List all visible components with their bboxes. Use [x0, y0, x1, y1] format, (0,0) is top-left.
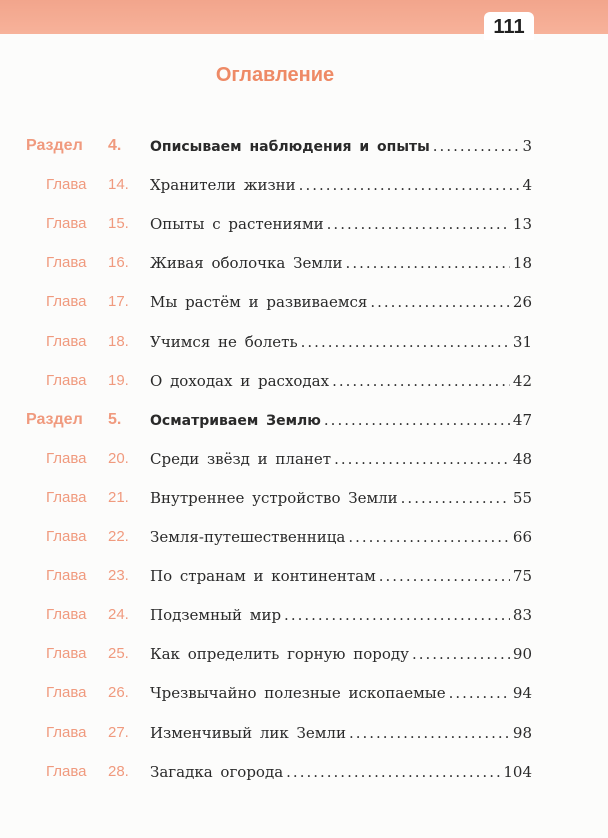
entry-kind: Глава	[46, 567, 87, 585]
entry-title: Описываем наблюдения и опыты	[150, 139, 430, 155]
toc-section-row	[0, 407, 608, 433]
entry-page: 75	[512, 567, 532, 586]
entry-number: 5.	[108, 410, 122, 428]
dot-leader	[332, 368, 510, 394]
dot-leader	[449, 680, 510, 706]
toc-chapter-row	[0, 172, 608, 198]
entry-title: Опыты с растениями	[150, 215, 324, 234]
entry-title: Хранители жизни	[150, 176, 296, 195]
toc-chapter-row	[0, 485, 608, 511]
dot-leader	[348, 524, 510, 550]
entry-title: Подземный мир	[150, 606, 282, 625]
dot-leader	[433, 133, 520, 159]
entry-kind: Глава	[46, 645, 87, 663]
entry-kind: Глава	[46, 606, 87, 624]
entry-number: 19.	[108, 371, 129, 389]
entry-number: 17.	[108, 293, 129, 311]
entry-number: 20.	[108, 449, 129, 467]
entry-title: По странам и континентам	[150, 567, 376, 586]
entry-number: 26.	[108, 684, 129, 702]
entry-page: 47	[512, 410, 532, 429]
entry-page: 94	[512, 684, 532, 703]
entry-number: 15.	[108, 215, 129, 233]
entry-leader	[150, 602, 532, 628]
entry-leader	[150, 368, 532, 394]
dot-leader	[379, 563, 510, 589]
entry-leader	[150, 211, 532, 237]
entry-kind: Глава	[46, 684, 87, 702]
entry-kind: Раздел	[26, 410, 83, 428]
entry-number: 22.	[108, 528, 129, 545]
entry-leader	[150, 250, 532, 276]
dot-leader	[286, 759, 500, 785]
entry-page: 66	[512, 528, 532, 546]
entry-kind: Глава	[46, 293, 87, 311]
entry-title: Среди звёзд и планет	[150, 449, 332, 468]
entry-kind: Глава	[46, 332, 87, 350]
toc-section-row	[0, 133, 608, 159]
toc-chapter-row	[0, 211, 608, 237]
entry-number: 21.	[108, 488, 129, 506]
dot-leader	[370, 289, 510, 315]
entry-title: Загадка огорода	[150, 762, 284, 781]
entry-page: 4	[522, 176, 532, 195]
toc-chapter-row	[0, 759, 608, 785]
toc-chapter-row	[0, 524, 608, 550]
dot-leader	[334, 446, 510, 472]
entry-page: 83	[512, 606, 532, 625]
page-title: Оглавление	[215, 64, 335, 86]
toc-chapter-row	[0, 289, 608, 315]
entry-page: 13	[512, 215, 532, 234]
entry-leader	[150, 720, 532, 746]
entry-title: Осматриваем Землю	[150, 412, 321, 429]
entry-page: 26	[512, 293, 532, 312]
entry-leader	[150, 329, 532, 355]
toc-chapter-row	[0, 329, 608, 355]
entry-kind: Раздел	[26, 137, 83, 154]
entry-kind: Глава	[46, 371, 87, 389]
entry-page: 42	[512, 371, 532, 390]
entry-leader	[150, 680, 532, 706]
toc-chapter-row	[0, 641, 608, 667]
entry-number: 28.	[108, 762, 129, 780]
toc-chapter-row	[0, 720, 608, 746]
entry-kind: Глава	[46, 528, 87, 545]
entry-number: 14.	[108, 176, 129, 194]
entry-page: 3	[522, 137, 532, 155]
entry-leader	[150, 524, 532, 550]
entry-leader	[150, 759, 532, 785]
dot-leader	[349, 720, 510, 746]
toc-chapter-row	[0, 368, 608, 394]
entry-leader	[150, 172, 532, 198]
page-number: 111	[484, 12, 534, 40]
dot-leader	[327, 211, 510, 237]
dot-leader	[324, 407, 510, 433]
entry-title: Живая оболочка Земли	[150, 254, 343, 273]
dot-leader	[284, 602, 510, 628]
entry-title: Земля-путешественница	[150, 528, 346, 546]
entry-leader	[150, 407, 532, 434]
entry-title: Внутреннее устройство Земли	[150, 488, 398, 507]
dot-leader	[346, 250, 510, 276]
entry-page: 18	[512, 254, 532, 273]
entry-page: 55	[512, 488, 532, 507]
toc-chapter-row	[0, 563, 608, 589]
entry-page: 31	[512, 332, 532, 351]
dot-leader	[401, 485, 510, 511]
entry-title: Изменчивый лик Земли	[150, 723, 346, 742]
entry-leader	[150, 446, 532, 472]
entry-title: Мы растём и развиваемся	[150, 293, 368, 312]
entry-number: 27.	[108, 723, 129, 741]
entry-leader	[150, 289, 532, 315]
dot-leader	[412, 641, 510, 667]
toc-chapter-row	[0, 446, 608, 472]
entry-page: 104	[503, 762, 532, 781]
entry-page: 90	[512, 645, 532, 664]
entry-number: 16.	[108, 254, 129, 272]
entry-number: 18.	[108, 332, 129, 350]
entry-kind: Глава	[46, 449, 87, 467]
entry-page: 48	[512, 449, 532, 468]
entry-number: 4.	[108, 137, 122, 154]
entry-leader	[150, 133, 532, 160]
entry-kind: Глава	[46, 176, 87, 194]
entry-title: Учимся не болеть	[150, 332, 298, 351]
entry-page: 98	[512, 723, 532, 742]
entry-kind: Глава	[46, 723, 87, 741]
toc-chapter-row	[0, 602, 608, 628]
entry-kind: Глава	[46, 488, 87, 506]
entry-kind: Глава	[46, 762, 87, 780]
entry-title: Чрезвычайно полезные ископаемые	[150, 684, 446, 703]
entry-title: О доходах и расходах	[150, 371, 330, 390]
entry-number: 24.	[108, 606, 129, 624]
entry-kind: Глава	[46, 215, 87, 233]
toc-chapter-row	[0, 250, 608, 276]
entry-leader	[150, 641, 532, 667]
toc-chapter-row	[0, 680, 608, 706]
entry-leader	[150, 563, 532, 589]
dot-leader	[299, 172, 520, 198]
entry-number: 25.	[108, 645, 129, 663]
entry-kind: Глава	[46, 254, 87, 272]
dot-leader	[301, 329, 510, 355]
entry-title: Как определить горную породу	[150, 645, 409, 664]
entry-number: 23.	[108, 567, 129, 585]
entry-leader	[150, 485, 532, 511]
